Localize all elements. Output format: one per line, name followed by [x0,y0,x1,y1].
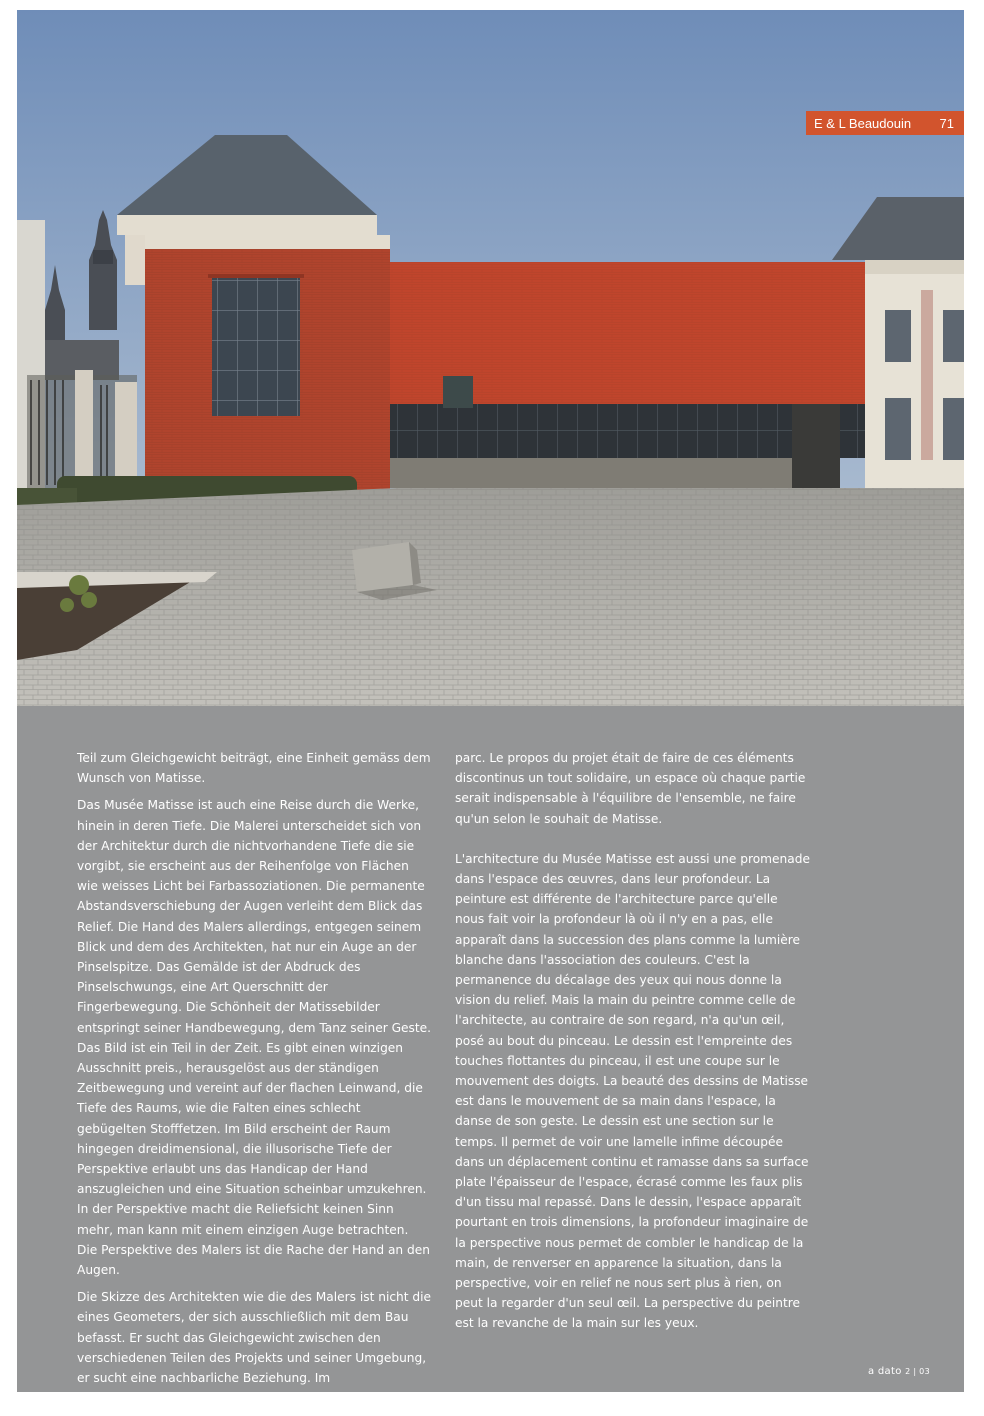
author-label: E & L Beaudouin [814,115,912,131]
french-text-column [455,748,810,1341]
paragraph: parc. Le propos du projet était de faire de ces éléments discontinus un tout solidaire, un espace où chaque partie serait indispensable à l'équilibre de l'ensemble, ne faire qu'un selon le souhait de Matisse. [455,751,806,826]
paragraph: Die Skizze des Architekten wie die des Malers ist nicht die eines Geometers, der sich ausschließlich mit dem Bau befasst. Er sucht das Gleichgewicht zwischen den verschiedenen Teilen des Projekts und seiner Umgebung, er sucht eine nachbarliche Beziehung. Im Größenverhältnis [77,1290,432,1406]
paragraph: Teil zum Gleichgewicht beiträgt, eine Einheit gemäss dem Wunsch von Matisse. [77,751,431,786]
paragraph: Das Musée Matisse ist auch eine Reise durch die Werke, hinein in deren Tiefe. Die Malerei unterscheidet sich von der Architektur durch die nichtvorhandene Tiefe die sie vorgibt, sie erscheint aus der Reihenfolge von Flächen wie weisses Licht bei Farbassoziationen. Die permanente Abstandsverschiebung der Augen verleiht dem Blick das Relief. Die Hand des Malers allerdings, entgegen seinem Blick und dem des Architekten, hat nur ein Auge an der Pinselspitze. Das Gemälde ist der Abdruck des Pinselschwungs, eine Art Querschnitt der Fingerbewegung. Die Schönheit der Matissebilder entspringt seiner Handbewegung, dem Tanz seiner Geste. Das Bild ist ein Teil in der Zeit. Es gibt einen winzigen Ausschnitt preis., herausgelöst aus der ständigen Zeitbewegung und vereint auf der flachen Leinwand, die Tiefe des Raums, wie die Falten eines schlecht gebügelten Stofffetzen. Im Bild erscheint der Raum hingegen dreidimensional, die illusorische Tiefe der Perspektive erlaubt uns das Handicap der Hand anszugleichen und eine Situation scheinbar umzukehren. In der Perspektive macht die Reliefsicht keinen Sinn mehr, man kann mit einem einzigen Auge betrachten. Die Perspektive des Malers ist die Rache der Hand an den Augen. [77,798,432,1278]
page-number: 71 [939,115,954,131]
issue-number: 2 | 03 [905,1367,930,1376]
header-tab [806,111,964,135]
german-text-column [77,748,432,1416]
magazine-footer [868,1366,930,1377]
magazine-name: a dato [868,1366,902,1377]
paragraph: L'architecture du Musée Matisse est aussi une promenade dans l'espace des œuvres, dans leur profondeur. La peinture est différente de l'architecture parce qu'elle nous fait voir la profondeur là où il n'y en a pas, elle apparaît dans la succession des plans comme la lumière blanche dans l'association des couleurs. C'est la permanence du décalage des yeux qui nous donne la vision du relief. Mais la main du peintre comme celle de l'architecte, au contraire de son regard, n'a qu'un œil, posé au bout du pinceau. Le dessin est l'empreinte des touches flottantes du pinceau, il est une coupe sur le mouvement des doigts. La beauté des dessins de Matisse est dans le mouvement de sa main dans l'espace, la danse de son geste. Le dessin est une section sur le temps. Il permet de voir une lamelle infime découpée dans un déplacement continu et ramasse dans sa surface plate l'épaisseur de l'espace, écrasé comme les faux plis d'un tissu mal repassé. Dans le dessin, l'espace apparaît pourtant en trois dimensions, la profondeur imaginaire de la perspective nous permet de combler le handicap de la main, de renverser en apparence la situation, dans la perspective, voir en relief ne nous sert plus à rien, on peut la regarder d'un seul œil. La perspective du peintre est la revanche de la main sur les yeux. [455,851,810,1331]
